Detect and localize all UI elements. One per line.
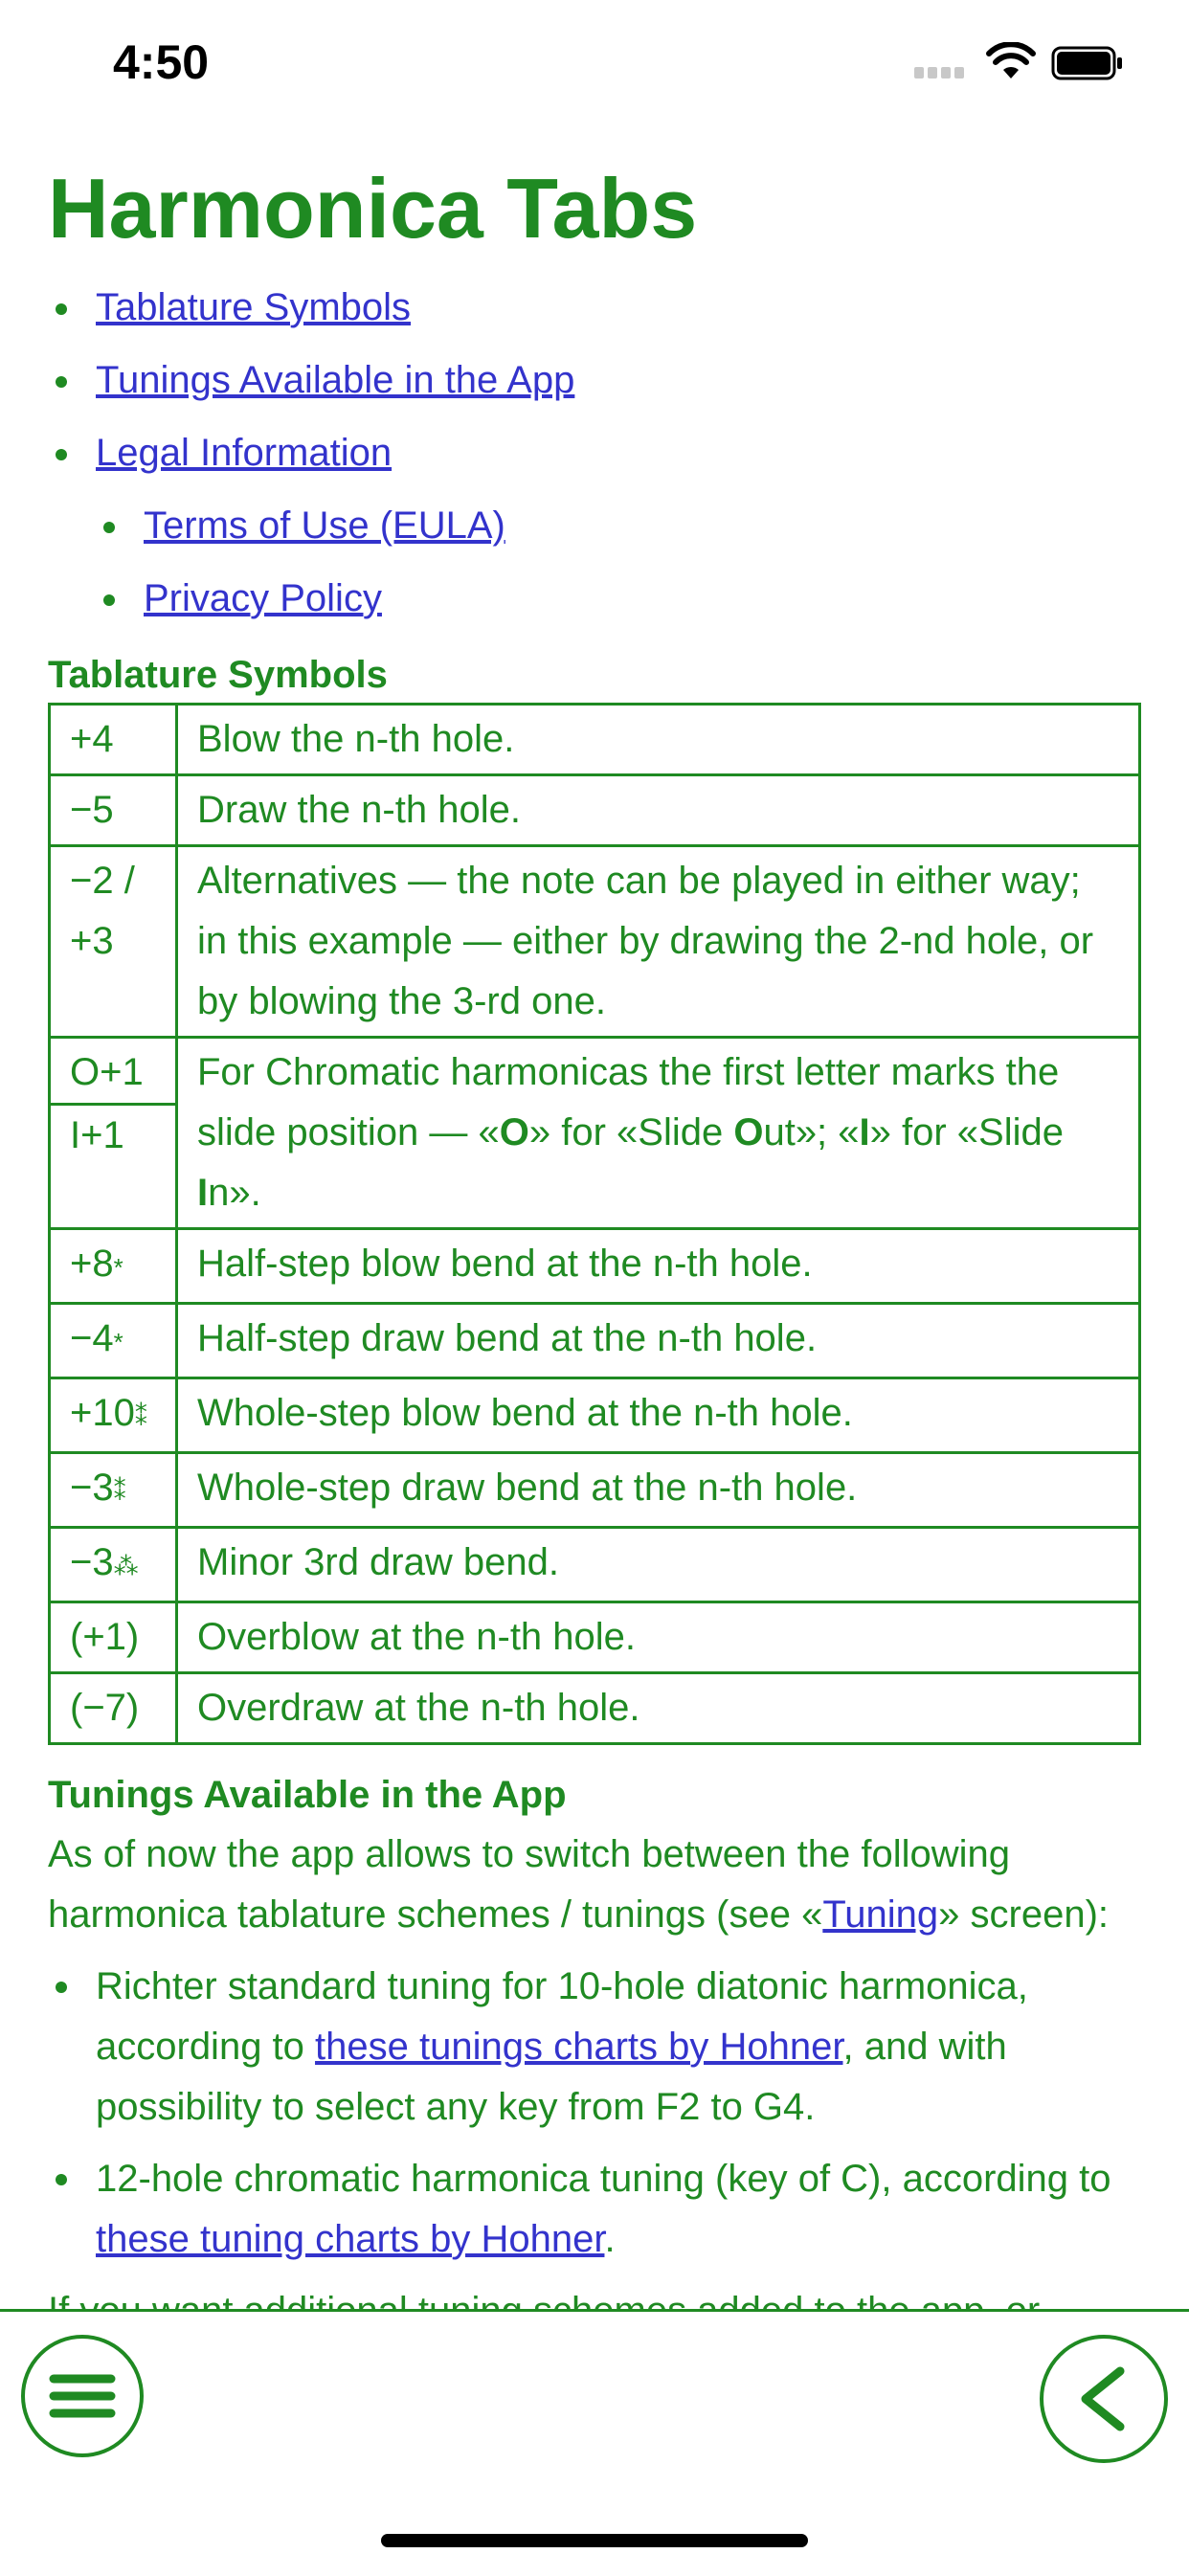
list-item (48, 2149, 1141, 2270)
toc-link-tablature-symbols[interactable]: Tablature Symbols (96, 285, 412, 328)
tablature-symbols-heading: Tablature Symbols (48, 653, 388, 696)
toc-item (48, 271, 1141, 344)
bullet-icon (56, 449, 67, 460)
description-cell: Blow the n-th hole. (177, 704, 1140, 774)
bullet-icon (56, 1982, 67, 1993)
table-row (50, 1602, 1140, 1672)
table-row (50, 1228, 1140, 1303)
bend-mark: * (113, 1252, 123, 1282)
tunings-heading: Tunings Available in the App (48, 1773, 567, 1816)
toc-link-terms-of-use[interactable]: Terms of Use (EULA) (144, 504, 505, 547)
bend-mark: ⁑ (113, 1476, 126, 1506)
description-cell: Half-step draw bend at the n-th hole. (177, 1303, 1140, 1378)
table-row (50, 845, 1140, 1037)
hohner-diatonic-charts-link[interactable]: these tunings charts by Hohner (315, 2025, 843, 2068)
hohner-chromatic-charts-link[interactable]: these tuning charts by Hohner (96, 2217, 605, 2260)
symbol-cell (50, 1527, 177, 1602)
desc-text: » for «Slide (869, 1110, 1064, 1154)
table-of-contents (48, 271, 1141, 635)
intro-text: As of now the app allows to switch between the following harmonica tablature schemes / tunings (see « (48, 1832, 1011, 1936)
home-indicator[interactable] (381, 2534, 808, 2547)
table-row (50, 1037, 1140, 1228)
hamburger-icon (25, 2339, 140, 2453)
tablature-symbols-table (48, 703, 1141, 1745)
toc-link-legal-information[interactable]: Legal Information (96, 431, 393, 474)
chevron-left-icon (1043, 2339, 1164, 2459)
table-row (50, 704, 1140, 774)
desc-text: ut»; « (763, 1110, 860, 1154)
symbol-cell: −5 (50, 774, 177, 845)
symbol-slide-in: I+1 (51, 1103, 175, 1166)
help-content (48, 163, 1141, 2341)
tunings-intro (48, 1825, 1141, 1945)
description-cell: Half-step blow bend at the n-th hole. (177, 1228, 1140, 1303)
toc-link-privacy-policy[interactable]: Privacy Policy (144, 576, 382, 619)
table-row (50, 1378, 1140, 1452)
bend-mark: ⁂ (113, 1551, 139, 1580)
bullet-icon (103, 594, 115, 606)
description-cell: Whole-step blow bend at the n-th hole. (177, 1378, 1140, 1452)
description-cell (177, 1037, 1140, 1228)
symbol-cell (50, 1303, 177, 1378)
wifi-icon (986, 42, 1036, 80)
tunings-list (48, 1957, 1141, 2270)
table-row (50, 1527, 1140, 1602)
item-text: , and with possibility to select any key from F2 to G4. (96, 2025, 1007, 2128)
item-text: Richter standard tuning for 10-hole diatonic harmonica, according to (96, 1964, 1028, 2068)
bullet-icon (56, 376, 67, 388)
item-text: . (604, 2217, 616, 2260)
symbol-cell (50, 1378, 177, 1452)
symbol-cell (50, 1037, 177, 1228)
toc-item (48, 562, 1141, 635)
symbol-cell: (−7) (50, 1672, 177, 1743)
desc-text: n». (208, 1171, 261, 1214)
table-row (50, 1452, 1140, 1527)
bullet-icon (56, 303, 67, 315)
desc-bold: O (733, 1110, 764, 1154)
back-button[interactable] (1040, 2335, 1168, 2463)
toc-item (48, 416, 1141, 489)
desc-text: For Chromatic harmonicas the first letter marks the slide position — « (197, 1050, 1060, 1154)
symbol-cell: (+1) (50, 1602, 177, 1672)
desc-bold: I (859, 1110, 870, 1154)
bullet-icon (103, 522, 115, 533)
description-cell: Overblow at the n-th hole. (177, 1602, 1140, 1672)
symbol-text: −4 (70, 1316, 114, 1359)
table-row (50, 774, 1140, 845)
symbol-text: −3 (70, 1466, 114, 1509)
toc-link-tunings[interactable]: Tunings Available in the App (96, 358, 575, 401)
bend-mark: ⁑ (134, 1401, 147, 1431)
symbol-slide-out: O+1 (70, 1050, 144, 1093)
symbol-text: +8 (70, 1242, 114, 1285)
table-row (50, 1303, 1140, 1378)
description-cell: Whole-step draw bend at the n-th hole. (177, 1452, 1140, 1527)
symbol-cell: −2 / +3 (50, 845, 177, 1037)
symbol-cell (50, 1228, 177, 1303)
description-cell: Overdraw at the n-th hole. (177, 1672, 1140, 1743)
symbol-cell (50, 1452, 177, 1527)
symbol-text: +10 (70, 1391, 135, 1434)
bottom-toolbar (0, 2309, 1189, 2576)
description-cell: Minor 3rd draw bend. (177, 1527, 1140, 1602)
item-text: 12-hole chromatic harmonica tuning (key of C), according to (96, 2157, 1111, 2200)
symbol-text: −3 (70, 1540, 114, 1583)
cellular-signal-icon (914, 67, 972, 80)
toc-item (48, 344, 1141, 416)
desc-bold: I (197, 1171, 209, 1214)
list-item (48, 1957, 1141, 2138)
intro-text: » screen): (938, 1893, 1110, 1936)
symbol-cell: +4 (50, 704, 177, 774)
toc-item (48, 489, 1141, 562)
table-row (50, 1672, 1140, 1743)
bend-mark: * (113, 1327, 123, 1356)
battery-icon (1051, 46, 1124, 80)
status-time: 4:50 (113, 35, 210, 89)
description-cell: Draw the n-th hole. (177, 774, 1140, 845)
bullet-icon (56, 2174, 67, 2185)
description-cell: Alternatives — the note can be played in either way; in this example — either by drawing the 2-nd hole, or by blowing the 3-rd one. (177, 845, 1140, 1037)
desc-bold: O (499, 1110, 529, 1154)
desc-text: » for «Slide (528, 1110, 734, 1154)
status-bar (0, 0, 1189, 134)
tuning-screen-link[interactable]: Tuning (822, 1893, 939, 1936)
menu-button[interactable] (21, 2335, 144, 2457)
page-title: Harmonica Tabs (48, 161, 698, 256)
